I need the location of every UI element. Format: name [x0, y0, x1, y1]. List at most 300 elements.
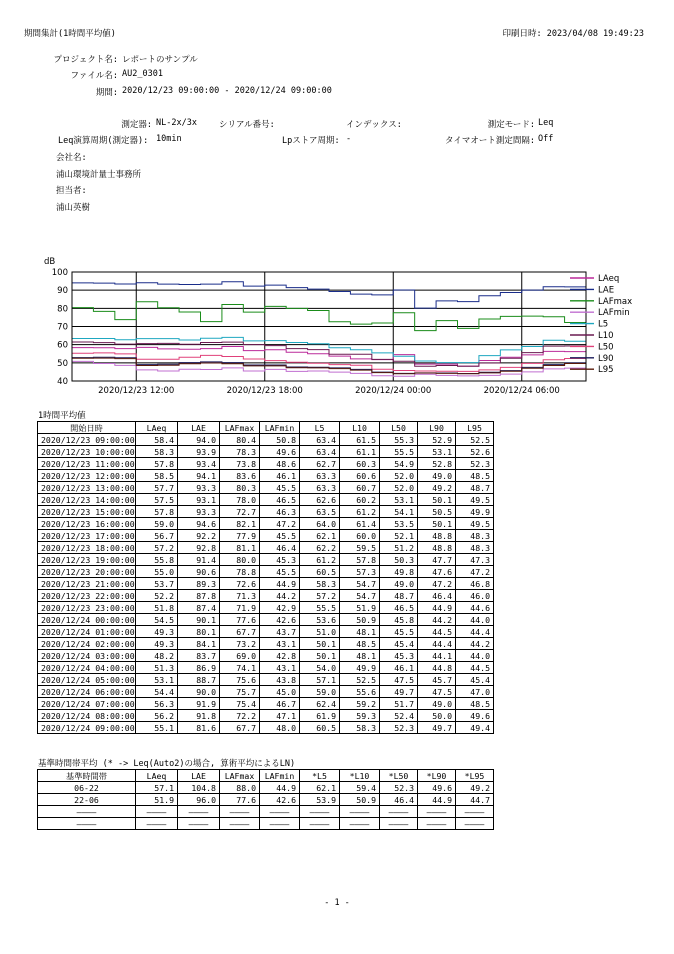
table-cell: 43.8	[260, 674, 300, 686]
table-row	[38, 578, 494, 590]
hourly-header-cell: L95	[456, 422, 494, 434]
table-cell: 49.7	[380, 686, 418, 698]
table-cell: 44.7	[456, 794, 494, 806]
table-cell: 64.0	[300, 518, 340, 530]
table-cell: 44.9	[260, 782, 300, 794]
band-table	[37, 769, 494, 830]
hourly-header-cell: L5	[300, 422, 340, 434]
table-cell: 2020/12/24 09:00:00	[38, 722, 136, 734]
table-cell: 2020/12/23 17:00:00	[38, 530, 136, 542]
table-cell: 44.9	[418, 602, 456, 614]
table-cell: 52.0	[380, 470, 418, 482]
period-label: 期間:	[95, 88, 118, 98]
hourly-table	[37, 421, 494, 734]
table-cell: 59.2	[340, 698, 380, 710]
legend-label: L95	[598, 365, 614, 376]
table-cell: 51.0	[300, 626, 340, 638]
hourly-header-cell: L50	[380, 422, 418, 434]
table-cell: 42.8	[260, 650, 300, 662]
table-cell: 52.5	[340, 674, 380, 686]
index-label: インデックス:	[346, 120, 402, 130]
x-tick-label: 2020/12/24 00:00	[355, 386, 432, 396]
table-row	[38, 638, 494, 650]
table-row	[38, 662, 494, 674]
table-cell: 50.5	[418, 506, 456, 518]
table-cell: 55.1	[136, 722, 178, 734]
table-row	[38, 650, 494, 662]
leq-value: 10min	[156, 134, 182, 144]
table-cell: 77.9	[220, 530, 260, 542]
table-cell: 49.3	[136, 626, 178, 638]
table-cell: 46.4	[418, 590, 456, 602]
table-cell: 91.9	[178, 698, 220, 710]
table-cell: ――――	[418, 806, 456, 818]
project-label: プロジェクト名:	[53, 55, 118, 65]
table-cell: 2020/12/24 05:00:00	[38, 674, 136, 686]
table-cell: 83.7	[178, 650, 220, 662]
table-cell: 06-22	[38, 782, 136, 794]
table-cell: 54.1	[380, 506, 418, 518]
table-cell: 45.5	[260, 530, 300, 542]
table-cell: 60.7	[340, 482, 380, 494]
table-cell: 2020/12/24 08:00:00	[38, 710, 136, 722]
y-tick-label: 50	[57, 358, 68, 369]
file-value: AU2_0301	[122, 69, 163, 79]
table-row	[38, 722, 494, 734]
table-row	[38, 554, 494, 566]
table-cell: 46.0	[456, 590, 494, 602]
table-cell: 58.3	[340, 722, 380, 734]
table-cell: 80.0	[220, 554, 260, 566]
table-cell: 52.4	[380, 710, 418, 722]
table-row	[38, 698, 494, 710]
table-cell: 90.0	[178, 686, 220, 698]
table-cell: 52.9	[418, 434, 456, 446]
table-cell: 46.5	[380, 602, 418, 614]
table-row	[38, 602, 494, 614]
table-cell: 50.9	[340, 794, 380, 806]
table-cell: 72.2	[220, 710, 260, 722]
table-cell: 61.4	[340, 518, 380, 530]
table-cell: 49.2	[418, 482, 456, 494]
table-cell: 87.8	[178, 590, 220, 602]
table-cell: 74.1	[220, 662, 260, 674]
table-row	[38, 782, 494, 794]
band-header-cell: *L50	[380, 770, 418, 782]
y-tick-label: 70	[57, 322, 68, 333]
table-row	[38, 458, 494, 470]
period-value: 2020/12/23 09:00:00 - 2020/12/24 09:00:00	[122, 86, 332, 96]
table-row	[38, 590, 494, 602]
table-cell: 80.4	[220, 434, 260, 446]
table-cell: 2020/12/24 01:00:00	[38, 626, 136, 638]
x-tick-label: 2020/12/24 06:00	[483, 386, 560, 396]
table-cell: 44.2	[418, 614, 456, 626]
table-cell: 53.7	[136, 578, 178, 590]
table-cell: 51.8	[136, 602, 178, 614]
table-cell: 49.6	[260, 446, 300, 458]
table-cell: 51.9	[340, 602, 380, 614]
table-cell: 46.7	[260, 698, 300, 710]
table-row	[38, 434, 494, 446]
table-cell: 47.6	[418, 566, 456, 578]
table-cell: 45.3	[380, 650, 418, 662]
table-cell: 45.3	[260, 554, 300, 566]
table-cell: 57.2	[136, 542, 178, 554]
table-cell: 60.0	[340, 530, 380, 542]
table-cell: 49.0	[418, 698, 456, 710]
table-cell: 49.9	[340, 662, 380, 674]
table-cell: 59.0	[300, 686, 340, 698]
table-cell: 47.5	[380, 674, 418, 686]
table-cell: 48.8	[418, 542, 456, 554]
table-cell: 50.3	[380, 554, 418, 566]
legend-label: LAFmax	[598, 296, 633, 307]
table-cell: 2020/12/23 14:00:00	[38, 494, 136, 506]
band-header-cell: LAFmin	[260, 770, 300, 782]
table-cell: 84.1	[178, 638, 220, 650]
print-label: 印刷日時:	[502, 29, 542, 39]
table-cell: 63.4	[300, 446, 340, 458]
table-cell: 63.3	[300, 482, 340, 494]
table-cell: 58.3	[300, 578, 340, 590]
table-cell: 104.8	[178, 782, 220, 794]
table-cell: 57.7	[136, 482, 178, 494]
table-cell: 72.6	[220, 578, 260, 590]
table-cell: 2020/12/23 22:00:00	[38, 590, 136, 602]
table-cell: 90.1	[178, 614, 220, 626]
table-cell: 47.3	[456, 554, 494, 566]
table-cell: ――――	[300, 818, 340, 830]
table-cell: 48.5	[456, 470, 494, 482]
y-tick-label: 80	[57, 304, 68, 315]
table-cell: 2020/12/23 20:00:00	[38, 566, 136, 578]
table-cell: 2020/12/24 06:00:00	[38, 686, 136, 698]
table-cell: 48.5	[340, 638, 380, 650]
table-cell: 71.9	[220, 602, 260, 614]
legend-label: LAE	[598, 285, 615, 296]
person-value: 浦山英樹	[56, 203, 91, 213]
table-cell: 54.0	[300, 662, 340, 674]
table-cell: 22-06	[38, 794, 136, 806]
table-cell: 57.2	[300, 590, 340, 602]
print-datetime	[503, 27, 644, 39]
table-cell: 50.9	[340, 614, 380, 626]
table-cell: 49.5	[456, 494, 494, 506]
table-cell: 45.0	[260, 686, 300, 698]
table-cell: 55.3	[380, 434, 418, 446]
table-cell: ――――	[300, 806, 340, 818]
table-cell: 44.9	[418, 794, 456, 806]
table-cell: 59.4	[340, 782, 380, 794]
table-cell: 44.5	[418, 626, 456, 638]
table-cell: 51.9	[136, 794, 178, 806]
y-tick-label: 40	[57, 377, 68, 387]
timeout-value: Off	[538, 134, 554, 144]
table-cell: 58.5	[136, 470, 178, 482]
table-cell: 56.3	[136, 698, 178, 710]
table-cell: 52.6	[456, 446, 494, 458]
table-cell: 49.4	[456, 722, 494, 734]
table-cell: 75.4	[220, 698, 260, 710]
table-cell: 60.2	[340, 494, 380, 506]
mode-label: 測定モード:	[487, 120, 535, 130]
table-cell: 48.1	[340, 626, 380, 638]
table-cell: 67.7	[220, 722, 260, 734]
table-cell: ――――	[136, 818, 178, 830]
table-cell: 59.0	[136, 518, 178, 530]
table-cell: 2020/12/24 02:00:00	[38, 638, 136, 650]
table-cell: 45.5	[260, 482, 300, 494]
mode-value: Leq	[538, 118, 554, 128]
table-cell: 48.5	[456, 698, 494, 710]
table-cell: 52.5	[456, 434, 494, 446]
table-cell: 75.6	[220, 674, 260, 686]
table-cell: 91.8	[178, 710, 220, 722]
table-cell: 46.1	[260, 470, 300, 482]
table-cell: 50.1	[418, 494, 456, 506]
table-cell: 78.8	[220, 566, 260, 578]
table-cell: 73.2	[220, 638, 260, 650]
table-cell: 57.8	[136, 506, 178, 518]
table-row	[38, 530, 494, 542]
table-row	[38, 506, 494, 518]
table-cell: 52.3	[380, 722, 418, 734]
table-cell: 49.2	[456, 782, 494, 794]
table-cell: 2020/12/23 12:00:00	[38, 470, 136, 482]
table-cell: 59.5	[340, 542, 380, 554]
table-cell: 92.8	[178, 542, 220, 554]
table-cell: 52.1	[380, 530, 418, 542]
table-cell: ――――	[260, 806, 300, 818]
table-cell: 49.8	[380, 566, 418, 578]
page-number: - 1 -	[324, 898, 350, 908]
table-cell: 2020/12/23 19:00:00	[38, 554, 136, 566]
series-line-lae	[72, 282, 586, 308]
table-cell: 54.4	[136, 686, 178, 698]
band-header-cell: LAeq	[136, 770, 178, 782]
table-cell: 54.9	[380, 458, 418, 470]
table-cell: 48.8	[418, 530, 456, 542]
band-header-cell: *L5	[300, 770, 340, 782]
table-cell: 49.7	[418, 722, 456, 734]
table-cell: 48.3	[456, 542, 494, 554]
table-row	[38, 818, 494, 830]
table-cell: 53.1	[136, 674, 178, 686]
table-cell: 60.5	[300, 722, 340, 734]
table-cell: 94.1	[178, 470, 220, 482]
table-cell: 2020/12/23 15:00:00	[38, 506, 136, 518]
table-cell: 48.6	[260, 458, 300, 470]
table-cell: 48.7	[380, 590, 418, 602]
table-cell: 47.1	[260, 710, 300, 722]
table-cell: 53.1	[418, 446, 456, 458]
table-cell: 62.6	[300, 494, 340, 506]
table-cell: 62.4	[300, 698, 340, 710]
table-cell: 88.7	[178, 674, 220, 686]
person-label: 担当者:	[56, 186, 87, 196]
legend-label: LAeq	[598, 274, 620, 284]
y-tick-label: 90	[57, 286, 68, 297]
table-cell: 43.1	[260, 638, 300, 650]
table-cell: 2020/12/23 09:00:00	[38, 434, 136, 446]
table-cell: 48.7	[456, 482, 494, 494]
table-cell: 53.6	[300, 614, 340, 626]
table-cell: 50.8	[260, 434, 300, 446]
table-cell: 55.8	[136, 554, 178, 566]
table-cell: 88.0	[220, 782, 260, 794]
lp-value: -	[346, 134, 352, 144]
level-chart	[0, 250, 674, 410]
table-row	[38, 794, 494, 806]
table-cell: 87.4	[178, 602, 220, 614]
table-cell: 57.3	[340, 566, 380, 578]
table-cell: 82.1	[220, 518, 260, 530]
legend-label: L50	[598, 342, 614, 353]
table-cell: 58.3	[136, 446, 178, 458]
y-tick-label: 100	[51, 268, 68, 278]
table-row	[38, 470, 494, 482]
table-cell: 2020/12/23 23:00:00	[38, 602, 136, 614]
band-header-cell: LAE	[178, 770, 220, 782]
table-cell: 48.2	[136, 650, 178, 662]
table-cell: 44.6	[456, 602, 494, 614]
report-title: 期間集計(1時間平均値)	[24, 29, 116, 39]
table-cell: 48.0	[260, 722, 300, 734]
table-cell: 46.4	[380, 794, 418, 806]
table-cell: ――――	[380, 806, 418, 818]
table-cell: 86.9	[178, 662, 220, 674]
table-cell: 69.0	[220, 650, 260, 662]
table-cell: 55.5	[300, 602, 340, 614]
project-value: レポートのサンプル	[122, 55, 198, 65]
band-header-cell: *L90	[418, 770, 456, 782]
table-row	[38, 626, 494, 638]
table-cell: ――――	[456, 818, 494, 830]
table-cell: 61.1	[340, 446, 380, 458]
lp-label: Lpストア周期:	[282, 136, 340, 146]
table-cell: 59.3	[340, 710, 380, 722]
table-cell: 61.2	[340, 506, 380, 518]
legend-label: L90	[598, 353, 614, 364]
table-cell: 83.6	[220, 470, 260, 482]
table-cell: 48.1	[340, 650, 380, 662]
table-cell: 53.1	[380, 494, 418, 506]
x-tick-label: 2020/12/23 12:00	[98, 386, 175, 396]
table-cell: ――――	[178, 818, 220, 830]
table-cell: 52.3	[380, 782, 418, 794]
table-cell: ――――	[340, 806, 380, 818]
table-cell: 49.9	[456, 506, 494, 518]
table-cell: 71.3	[220, 590, 260, 602]
table-cell: 57.8	[136, 458, 178, 470]
table-cell: 48.3	[456, 530, 494, 542]
table-cell: 49.0	[418, 470, 456, 482]
table-cell: 51.7	[380, 698, 418, 710]
table-cell: 43.7	[260, 626, 300, 638]
table-cell: 45.8	[380, 614, 418, 626]
table-cell: ――――	[340, 818, 380, 830]
table-cell: 2020/12/24 04:00:00	[38, 662, 136, 674]
table-cell: 81.6	[178, 722, 220, 734]
table-cell: 62.7	[300, 458, 340, 470]
legend-label: L10	[598, 331, 614, 341]
table-cell: 60.5	[300, 566, 340, 578]
table-cell: 44.4	[456, 626, 494, 638]
table-row	[38, 482, 494, 494]
table-cell: 47.0	[456, 686, 494, 698]
y-tick-label: 60	[57, 340, 68, 351]
table-cell: 44.9	[260, 578, 300, 590]
table-cell: 93.4	[178, 458, 220, 470]
hourly-header-cell: 開始日時	[38, 422, 136, 434]
table-cell: 43.1	[260, 662, 300, 674]
table-cell: 63.5	[300, 506, 340, 518]
table-cell: 45.4	[380, 638, 418, 650]
table-cell: ――――	[136, 806, 178, 818]
table-cell: ――――	[38, 806, 136, 818]
band-header-cell: LAFmax	[220, 770, 260, 782]
table-cell: 62.1	[300, 782, 340, 794]
table-cell: 77.6	[220, 614, 260, 626]
table-cell: 62.1	[300, 530, 340, 542]
table-cell: 46.1	[380, 662, 418, 674]
table-cell: ――――	[380, 818, 418, 830]
device-label: 測定器:	[121, 120, 152, 130]
table-cell: 51.3	[136, 662, 178, 674]
leq-label: Leq演算周期(測定器):	[58, 136, 149, 146]
table-cell: 49.6	[418, 782, 456, 794]
table-cell: 49.5	[456, 518, 494, 530]
device-value: NL-2x/3x	[156, 118, 197, 128]
table-cell: 44.2	[456, 638, 494, 650]
table-cell: 61.5	[340, 434, 380, 446]
band-title: 基準時間帯平均 (* -> Leq(Auto2)の場合, 算術平均によるLN)	[38, 759, 296, 769]
hourly-header-cell: L10	[340, 422, 380, 434]
table-cell: 73.8	[220, 458, 260, 470]
table-cell: 89.3	[178, 578, 220, 590]
table-cell: 93.1	[178, 494, 220, 506]
legend-label: LAFmin	[598, 308, 630, 319]
table-cell: 45.5	[260, 566, 300, 578]
table-row	[38, 806, 494, 818]
table-cell: 81.1	[220, 542, 260, 554]
table-cell: 44.0	[456, 650, 494, 662]
table-cell: ――――	[220, 818, 260, 830]
band-header-cell: 基準時間帯	[38, 770, 136, 782]
table-cell: 44.1	[418, 650, 456, 662]
table-cell: 2020/12/23 16:00:00	[38, 518, 136, 530]
table-cell: 49.6	[456, 710, 494, 722]
table-cell: 2020/12/24 00:00:00	[38, 614, 136, 626]
table-cell: 44.4	[418, 638, 456, 650]
table-cell: 93.9	[178, 446, 220, 458]
company-value: 浦山環境計量士事務所	[56, 170, 142, 180]
table-cell: 60.3	[340, 458, 380, 470]
table-row	[38, 494, 494, 506]
table-cell: 77.6	[220, 794, 260, 806]
table-row	[38, 710, 494, 722]
table-cell: 72.7	[220, 506, 260, 518]
table-cell: 90.6	[178, 566, 220, 578]
band-header-cell: *L95	[456, 770, 494, 782]
hourly-header-cell: LAFmin	[260, 422, 300, 434]
table-cell: 80.1	[178, 626, 220, 638]
table-cell: 61.9	[300, 710, 340, 722]
table-cell: 96.0	[178, 794, 220, 806]
table-cell: 42.6	[260, 614, 300, 626]
table-cell: ――――	[418, 818, 456, 830]
